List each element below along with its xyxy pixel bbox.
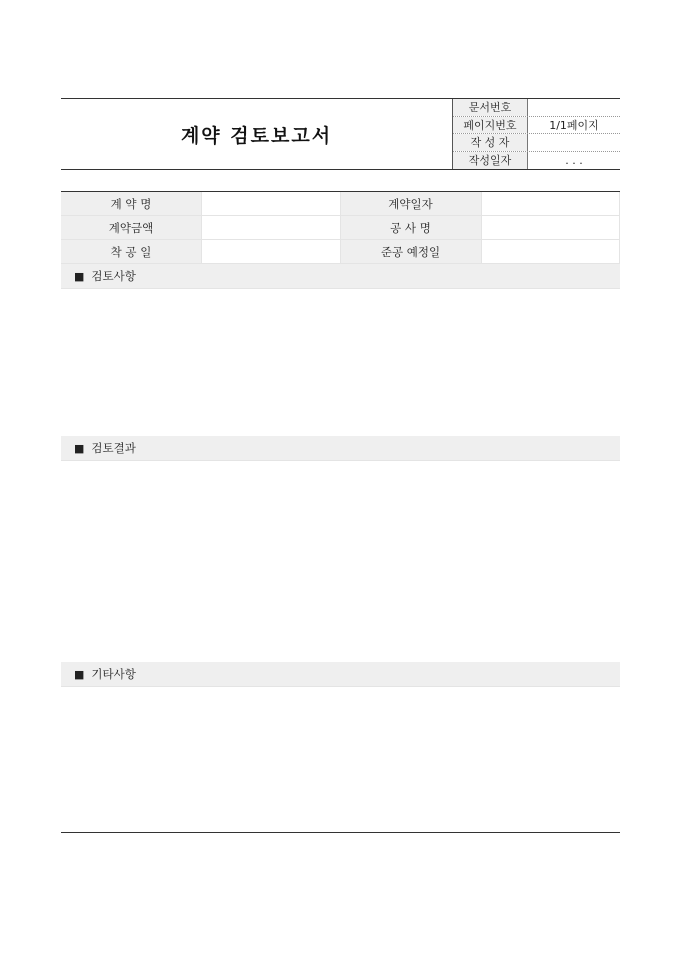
footer-divider bbox=[61, 832, 620, 833]
meta-label: 페이지번호 bbox=[453, 117, 528, 134]
info-value[interactable] bbox=[481, 216, 621, 239]
section-body-review-results[interactable] bbox=[61, 462, 620, 660]
meta-row-date bbox=[453, 152, 620, 170]
meta-label: 작성일자 bbox=[453, 152, 528, 170]
info-label: 공 사 명 bbox=[341, 216, 481, 239]
contract-info-table bbox=[61, 191, 620, 264]
info-row bbox=[61, 240, 620, 264]
square-bullet-icon: ■ bbox=[74, 441, 85, 455]
meta-value[interactable] bbox=[528, 99, 620, 116]
meta-value[interactable]: 1/1페이지 bbox=[549, 118, 599, 132]
section-body-other-items[interactable] bbox=[61, 688, 620, 830]
square-bullet-icon: ■ bbox=[74, 667, 85, 681]
meta-row-page-number bbox=[453, 117, 620, 135]
section-title: 기타사항 bbox=[91, 667, 136, 681]
section-title: 검토사항 bbox=[91, 269, 136, 283]
document-meta-table bbox=[452, 99, 620, 169]
info-label: 계약금액 bbox=[61, 216, 201, 239]
info-value[interactable] bbox=[481, 240, 621, 263]
info-label: 계약일자 bbox=[341, 192, 481, 215]
info-value[interactable] bbox=[201, 240, 341, 263]
info-label: 준공 예정일 bbox=[341, 240, 481, 263]
section-header-review-results bbox=[61, 436, 620, 461]
meta-row-doc-number bbox=[453, 99, 620, 117]
section-header-other-items bbox=[61, 662, 620, 687]
info-value[interactable] bbox=[481, 192, 621, 215]
info-value[interactable] bbox=[201, 192, 341, 215]
meta-label: 문서번호 bbox=[453, 99, 528, 116]
section-body-review-items[interactable] bbox=[61, 290, 620, 435]
meta-value[interactable] bbox=[528, 134, 620, 151]
info-label: 계 약 명 bbox=[61, 192, 201, 215]
document-title: 계약 검토보고서 bbox=[180, 124, 333, 147]
info-row bbox=[61, 192, 620, 216]
meta-label: 작 성 자 bbox=[453, 134, 528, 151]
info-row bbox=[61, 216, 620, 240]
info-label: 착 공 일 bbox=[61, 240, 201, 263]
info-value[interactable] bbox=[201, 216, 341, 239]
square-bullet-icon: ■ bbox=[74, 269, 85, 283]
document-header bbox=[61, 98, 620, 170]
meta-value[interactable]: . . . bbox=[565, 153, 583, 167]
section-header-review-items bbox=[61, 264, 620, 289]
meta-row-author bbox=[453, 134, 620, 152]
section-title: 검토결과 bbox=[91, 441, 136, 455]
